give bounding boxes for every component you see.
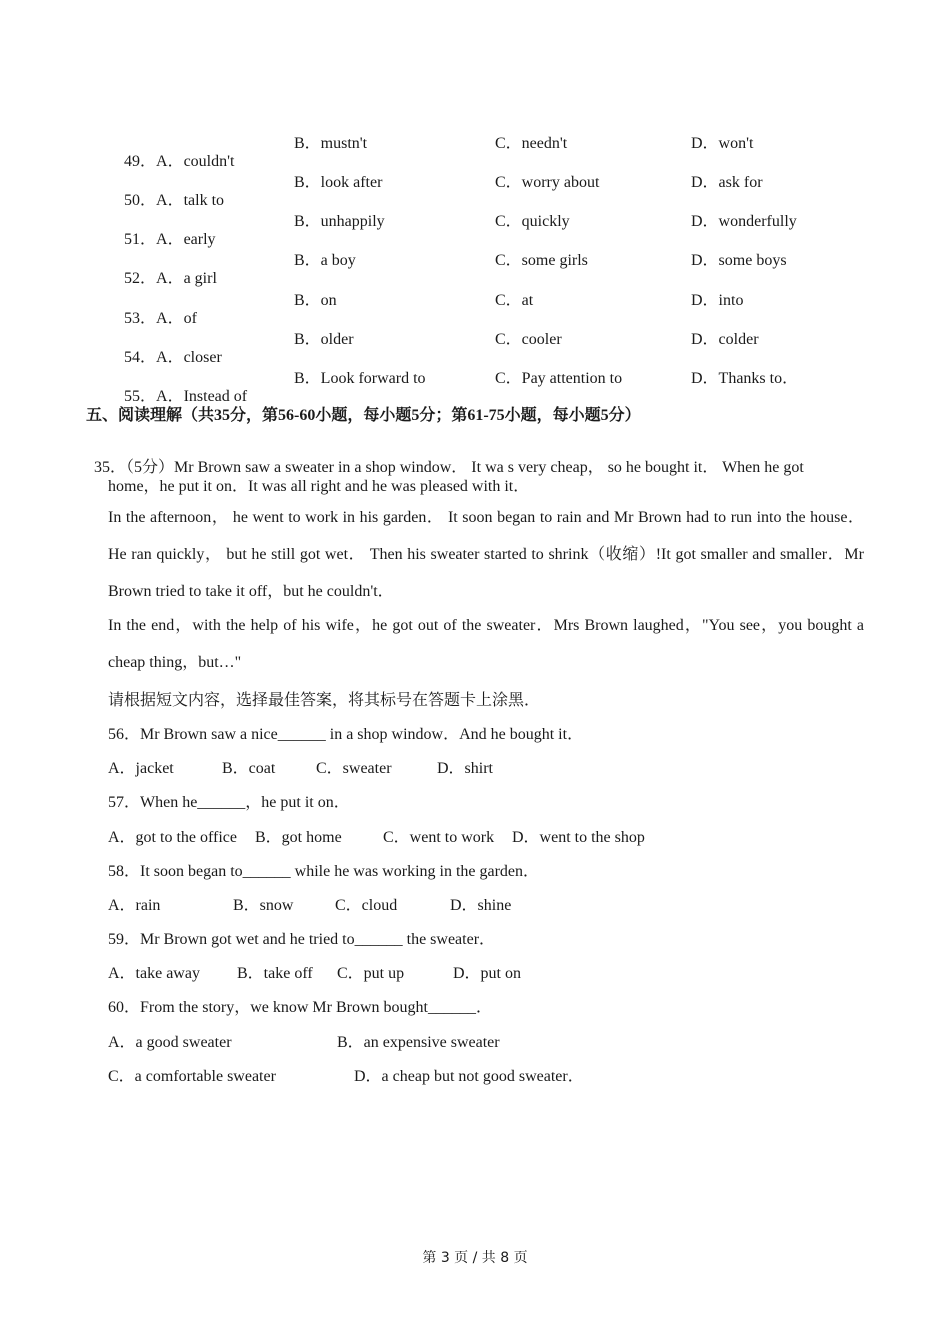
page-footer: 第 3 页 / 共 8 页 bbox=[422, 1250, 528, 1266]
option-b: B．unhappily bbox=[294, 213, 385, 230]
question-58-stem: 58．It soon began to______ while he was working in the garden． bbox=[108, 863, 540, 880]
question-58-option-c: C．cloud bbox=[335, 897, 398, 914]
passage-intro-cont: home，he put it on．It was all right and he was pleased with it． bbox=[108, 478, 530, 495]
passage-number: 35． bbox=[94, 459, 127, 476]
option-d: D．Thanks to． bbox=[691, 370, 799, 387]
question-57-option-b: B．got home bbox=[255, 829, 342, 846]
mc-question-52 bbox=[0, 247, 950, 287]
option-b: B．on bbox=[294, 292, 337, 309]
question-57-stem: 57．When he______，he put it on． bbox=[108, 794, 350, 811]
mc-question-49 bbox=[0, 130, 950, 170]
question-number: 54．A．closer bbox=[124, 349, 222, 366]
question-60-option-c: C．a comfortable sweater bbox=[108, 1068, 276, 1085]
question-58-option-b: B．snow bbox=[233, 897, 294, 914]
question-60-option-d: D．a cheap but not good sweater． bbox=[354, 1068, 584, 1085]
question-59-option-b: B．take off bbox=[237, 965, 313, 982]
question-number: 50．A．talk to bbox=[124, 192, 225, 209]
option-d: D．colder bbox=[691, 331, 759, 348]
question-60-stem: 60．From the story，we know Mr Brown bought______． bbox=[108, 999, 492, 1016]
option-c: C．Pay attention to bbox=[495, 370, 623, 387]
question-number: 51．A．early bbox=[124, 231, 216, 248]
mc-question-53 bbox=[0, 287, 950, 327]
option-c: C．worry about bbox=[495, 174, 600, 191]
mc-question-55 bbox=[0, 365, 950, 405]
option-c: C．at bbox=[495, 292, 534, 309]
option-d: D．won't bbox=[691, 135, 754, 152]
option-b: B．Look forward to bbox=[294, 370, 426, 387]
question-60-option-b: B．an expensive sweater bbox=[337, 1034, 500, 1051]
option-c: C．quickly bbox=[495, 213, 570, 230]
option-c: C．some girls bbox=[495, 252, 588, 269]
option-b: B．older bbox=[294, 331, 354, 348]
question-56-stem: 56．Mr Brown saw a nice______ in a shop window．And he bought it． bbox=[108, 726, 584, 743]
question-number: 49．A．couldn't bbox=[124, 153, 235, 170]
instruction: 请根据短文内容，选择最佳答案，将其标号在答题卡上涂黑． bbox=[108, 692, 541, 709]
option-d: D．wonderfully bbox=[691, 213, 797, 230]
question-56-option-c: C．sweater bbox=[316, 760, 392, 777]
option-c: C．cooler bbox=[495, 331, 562, 348]
question-59-option-c: C．put up bbox=[337, 965, 405, 982]
section-title: 五、阅读理解（共35分，第56-60小题，每小题5分；第61-75小题，每小题5分） bbox=[86, 407, 641, 424]
question-59-option-a: A．take away bbox=[108, 965, 200, 982]
question-60-option-a: A．a good sweater bbox=[108, 1034, 232, 1051]
question-57-option-c: C．went to work bbox=[383, 829, 495, 846]
mc-question-54 bbox=[0, 326, 950, 366]
option-b: B．look after bbox=[294, 174, 383, 191]
question-58-option-a: A．rain bbox=[108, 897, 161, 914]
mc-question-51 bbox=[0, 208, 950, 248]
question-number: 53．A．of bbox=[124, 310, 197, 327]
question-57-option-a: A．got to the office bbox=[108, 829, 238, 846]
question-58-option-d: D．shine bbox=[450, 897, 512, 914]
passage-paragraph-3: In the end，with the help of his wife，he got out of the sweater．Mrs Brown laughed，"You see，you bought a cheap thing，but…" bbox=[108, 617, 864, 671]
question-59-option-d: D．put on bbox=[453, 965, 522, 982]
question-number: 55．A．Instead of bbox=[124, 388, 248, 405]
question-56-option-b: B．coat bbox=[222, 760, 276, 777]
option-d: D．ask for bbox=[691, 174, 763, 191]
option-b: B．mustn't bbox=[294, 135, 368, 152]
question-59-stem: 59．Mr Brown got wet and he tried to______ the sweater． bbox=[108, 931, 496, 948]
option-d: D．some boys bbox=[691, 252, 787, 269]
option-b: B．a boy bbox=[294, 252, 356, 269]
passage-paragraph-2: In the afternoon， he went to work in his garden． It soon began to rain and Mr Brown had to run into the house． He ran quickly， but he still got wet． Then his sweater started to shrink（收缩）!It got smaller and smaller．Mr Brown tried to take it off，but he couldn't． bbox=[108, 509, 864, 600]
option-d: D．into bbox=[691, 292, 744, 309]
mc-question-50 bbox=[0, 169, 950, 209]
question-56-option-a: A．jacket bbox=[108, 760, 174, 777]
option-c: C．needn't bbox=[495, 135, 568, 152]
passage-intro-text: （5分）Mr Brown saw a sweater in a shop window． It wa s very cheap， so he bought it． When he got bbox=[126, 459, 804, 476]
question-number: 52．A．a girl bbox=[124, 270, 217, 287]
question-57-option-d: D．went to the shop bbox=[512, 829, 645, 846]
passage-intro bbox=[86, 436, 864, 477]
question-56-option-d: D．shirt bbox=[437, 760, 494, 777]
